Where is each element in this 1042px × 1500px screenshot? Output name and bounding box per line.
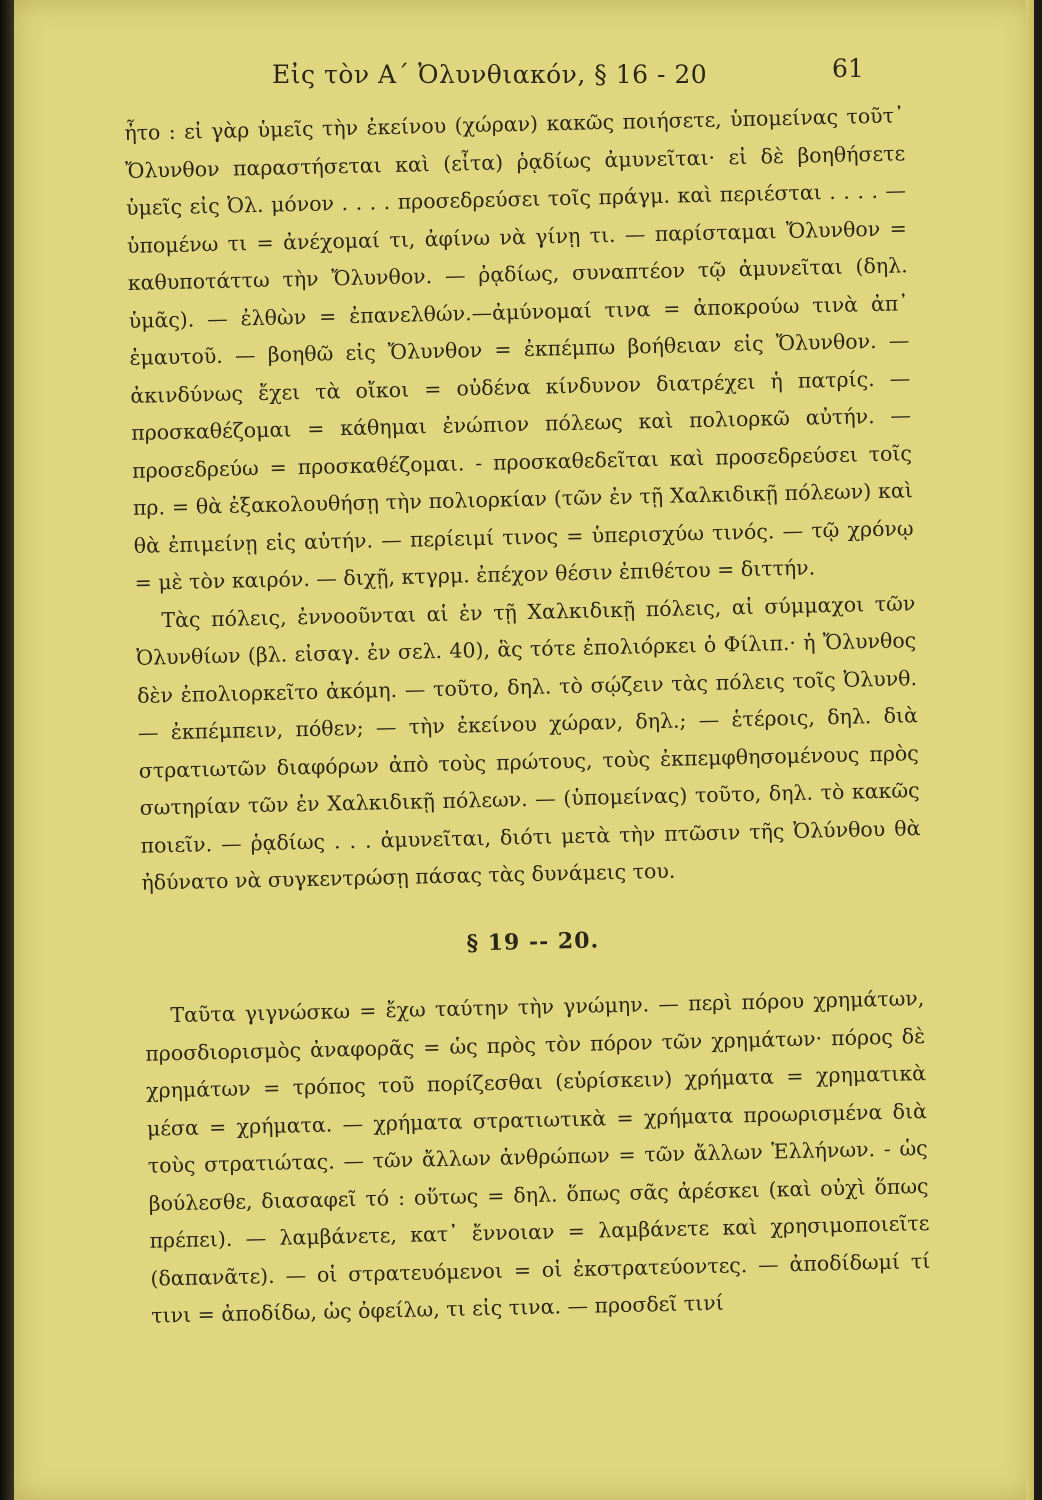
book-gutter xyxy=(0,0,14,1500)
paragraph-2: Τὰς πόλεις, ἐννοοῦνται αἱ ἐν τῇ Χαλκιδικῇ πόλεις, αἱ σύμμαχοι τῶν Ὀλυνθίων (βλ. εἰσαγ. ἐν σελ. 40), ἃς τότε ἐπολιόρκει ὁ Φίλιπ.· ἡ Ὄλυνθος δὲν ἐπολιορκεῖτο ἀκόμη. — τοῦτο, δηλ. τὸ σῴζειν τὰς πόλεις τοῖς Ὀλυνθ. — ἐκπέμπειν, πόθεν; — τὴν ἐκείνου χώραν, δηλ.; — ἑτέροις, δηλ. διὰ στρατιωτῶν διαφόρων ἀπὸ τοὺς πρώτους, τοὺς ἐκπεμφθησομένους πρὸς σωτηρίαν τῶν ἐν Χαλκιδικῇ πόλεων. — (ὑπομείνας) τοῦτο, δηλ. τὸ κακῶς ποιεῖν. — ῥᾳδίως . . . ἀμυνεῖται, διότι μετὰ τὴν πτῶσιν τῆς Ὀλύνθου θὰ ἠδύνατο νὰ συγκεντρώσῃ πάσας τὰς δυνάμεις του. xyxy=(136,590,921,895)
section-heading: § 19 -- 20. xyxy=(466,926,600,956)
book-page xyxy=(14,0,1034,1500)
running-head: Εἰς τὸν Α΄ Ὀλυνθιακόν, § 16 - 20 xyxy=(272,60,708,89)
page-edge xyxy=(1026,0,1034,1500)
paragraph-3: Ταῦτα γιγνώσκω = ἔχω ταύτην τὴν γνώμην. — περὶ πόρου χρημάτων, προσδιορισμὸς ἀναφορᾶς = ὡς πρὸς τὸν πόρον τῶν χρημάτων· πόρος δὲ χρημάτων = τρόπος τοῦ πορίζεσθαι (εὑρίσκειν) χρήματα = χρηματικὰ μέσα = χρήματα. — χρήματα στρατιωτικὰ = χρήματα προωρισμένα διὰ τοὺς στρατιώτας. — τῶν ἄλλων ἀνθρώπων = τῶν ἄλλων Ἑλλήνων. - ὡς βούλεσθε, διασαφεῖ τό : οὕτως = δηλ. ὅπως σᾶς ἀρέσκει (καὶ οὐχὶ ὅπως πρέπει). — λαμβάνετε, κατ᾽ ἔννοιαν = λαμβάνετε καὶ χρησιμοποιεῖτε (δαπανᾶτε). — οἱ στρατευόμενοι = οἱ ἐκστρατεύοντες. — ἀποδίδωμί τί τινι = ἀποδίδω, ὡς ὀφείλω, τι εἰς τινα. — προσδεῖ τινί xyxy=(145,986,931,1328)
page-body xyxy=(124,97,931,1335)
page-number: 61 xyxy=(832,54,864,83)
page-header xyxy=(14,52,1034,92)
paragraph-1: ἦτο : εἰ γὰρ ὑμεῖς τὴν ἐκείνου (χώραν) κακῶς ποιήσετε, ὑπομείνας τοῦτ᾽ Ὄλυνθον παραστήσεται καὶ (εἶτα) ῥᾳδίως ἀμυνεῖται· εἰ δὲ βοηθήσετε ὑμεῖς εἰς Ὀλ. μόνον . . . . προσεδρεύσει τοῖς πράγμ. καὶ περιέσται . . . . — ὑπομένω τι = ἀνέχομαί τι, ἀφίνω νὰ γίνῃ τι. — παρίσταμαι Ὄλυνθον = καθυποτάττω τὴν Ὄλυνθον. — ῥᾳδίως, συναπτέον τῷ ἀμυνεῖται (δηλ. ὑμᾶς). — ἐλθὼν = ἐπανελθών.—ἀμύνομαί τινα = ἀποκρούω τινὰ ἀπ᾽ ἐμαυτοῦ. — βοηθῶ εἰς Ὄλυνθον = ἐκπέμπω βοήθειαν εἰς Ὄλυνθον. — ἀκινδύνως ἔχει τὰ οἴκοι = οὐδένα κίνδυνον διατρέχει ἡ πατρίς. — προσκαθέζομαι = κάθημαι ἐνώπιον πόλεως καὶ πολιορκῶ αὐτήν. — προσεδρεύω = προσκαθέζομαι. - προσκαθεδεῖται καὶ προσεδρεύσει τοῖς πρ. = θὰ ἐξακολουθήσῃ τὴν πολιορκίαν (τῶν ἐν τῇ Χαλκιδικῇ πόλεων) καὶ θὰ ἐπιμείνῃ εἰς αὐτήν. — περίειμί τινος = ὑπερισχύω τινός. — τῷ χρόνῳ = μὲ τὸν καιρόν. — διχῇ, κτγρμ. ἐπέχον θέσιν ἐπιθέτου = διττήν. xyxy=(124,103,914,595)
